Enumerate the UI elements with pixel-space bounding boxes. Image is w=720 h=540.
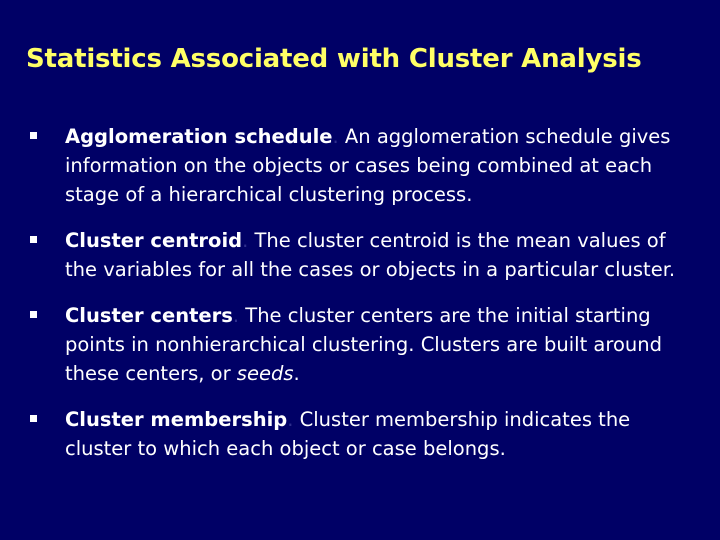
bullet-text: The cluster centroid is the mean values of the variables for all the cases or objects in a particular cluster. (65, 229, 676, 281)
bullet-cluster-membership (30, 405, 690, 463)
bullet-separator: . (287, 408, 294, 431)
bullet-cluster-centers (30, 301, 690, 388)
bullet-separator: . (242, 229, 249, 252)
bullet-text: An agglomeration schedule gives information on the objects or cases being combined at each stage of a hierarchical clustering process. (65, 125, 671, 206)
bullet-term: Cluster centers (65, 304, 233, 327)
bullet-text: Cluster membership indicates the cluster to which each object or case belongs. (65, 408, 631, 460)
bullet-term: Cluster centroid (65, 229, 243, 252)
bullet-agglomeration-schedule (30, 122, 690, 209)
bullet-separator: . (332, 125, 339, 148)
bullet-text: The cluster centers are the initial starting points in nonhierarchical clustering. Clusters are built around these centers, or (65, 304, 662, 385)
bullet-separator: . (232, 304, 240, 327)
square-bullet-icon (30, 132, 37, 139)
bullet-term: Agglomeration schedule (65, 125, 333, 148)
bullet-trailing: . (293, 362, 300, 385)
bullet-emphasis: seeds (236, 362, 294, 385)
bullet-list (30, 122, 690, 463)
slide-title: Statistics Associated with Cluster Analysis (26, 44, 642, 74)
bullet-cluster-centroid (30, 226, 690, 284)
bullet-term: Cluster membership (65, 408, 288, 431)
square-bullet-icon (30, 415, 37, 422)
square-bullet-icon (30, 236, 37, 243)
square-bullet-icon (30, 311, 37, 318)
